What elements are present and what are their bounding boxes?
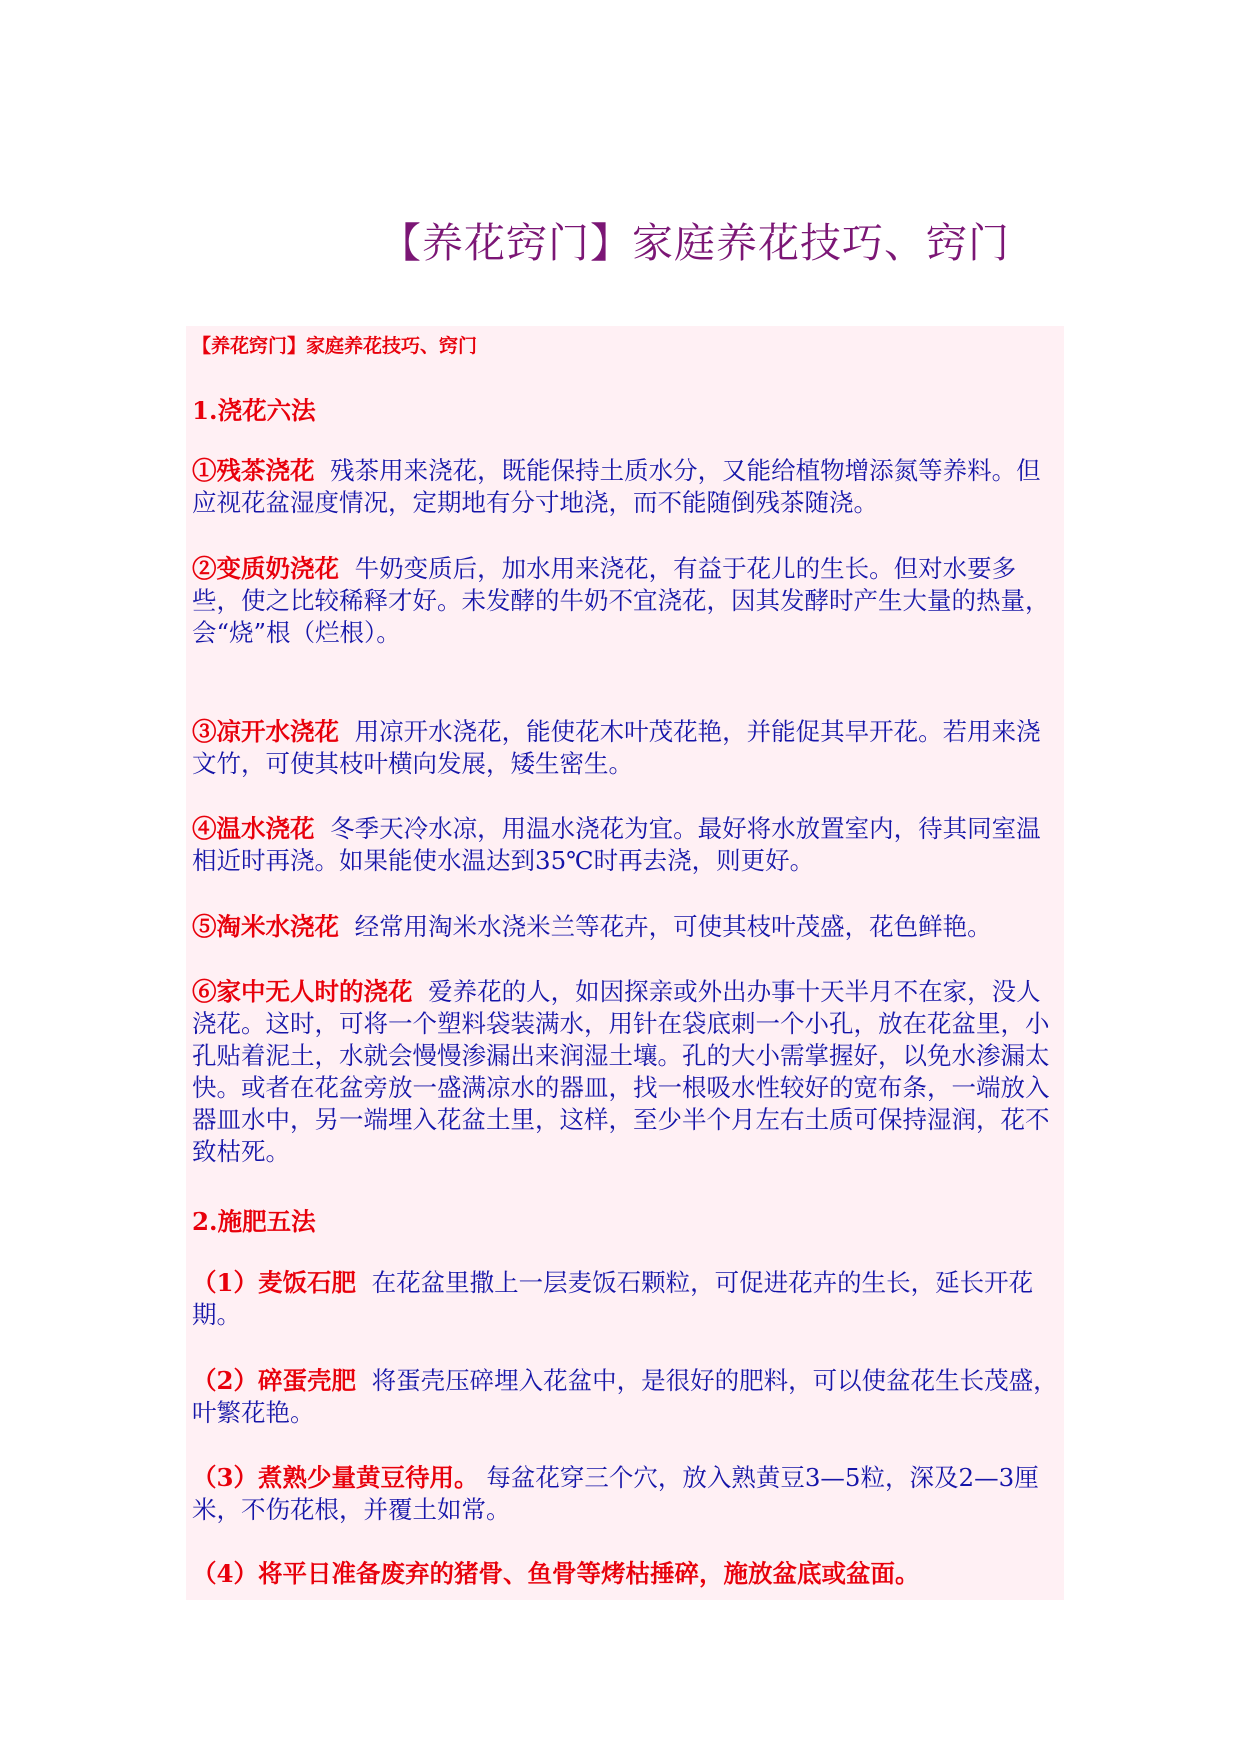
method-text: 爱养花的人，如因探亲或外出办事十天半月不在家，没人浇花。这时，可将一个塑料袋装满水，用针在袋底刺一个小孔，放在花盆里，小孔贴着泥土，水就会慢慢渗漏出来润湿土壤。孔的大小需掌握好，以免水渗漏太快。或者在花盆旁放一盛满凉水的器皿，找一根吸水性较好的宽布条，一端放入器皿水中，另一端埋入花盆土里，这样，至少半个月左右土质可保持湿润，花不致枯死。 [192, 977, 1050, 1166]
section-heading-fertilizing: 2.施肥五法 [192, 1207, 316, 1236]
fertilizing-method-2 [192, 1365, 1060, 1429]
method-text: 将蛋壳压碎埋入花盆中，是很好的肥料，可以使盆花生长茂盛，叶繁花艳。 [192, 1366, 1058, 1427]
method-label: ①残茶浇花 [192, 456, 315, 485]
method-text: 在花盆里撒上一层麦饭石颗粒，可促进花卉的生长，延长开花期。 [192, 1268, 1034, 1329]
section-heading-watering: 1.浇花六法 [192, 396, 316, 425]
method-label: ③凉开水浇花 [192, 717, 339, 746]
watering-method-2 [192, 553, 1060, 649]
fertilizing-method-1 [192, 1267, 1060, 1331]
method-label: （3）煮熟少量黄豆待用。 [192, 1463, 479, 1492]
method-label: ④温水浇花 [192, 814, 315, 843]
document-title: 【养花窍门】家庭养花技巧、窍门 [380, 219, 1010, 267]
watering-method-5 [192, 911, 1060, 943]
method-label: （4）将平日准备废弃的猪骨、鱼骨等烤枯捶碎，施放盆底或盆面。 [192, 1559, 920, 1588]
method-label: （1）麦饭石肥 [192, 1268, 357, 1297]
method-label: ⑤淘米水浇花 [192, 912, 339, 941]
watering-method-6 [192, 976, 1060, 1168]
fertilizing-method-4 [192, 1558, 1060, 1590]
method-label: （2）碎蛋壳肥 [192, 1366, 357, 1395]
method-text: 每盆花穿三个穴，放入熟黄豆3—5粒，深及2—3厘米，不伤花根，并覆土如常。 [192, 1463, 1039, 1524]
watering-method-4 [192, 813, 1060, 877]
method-text: 残茶用来浇花，既能保持土质水分，又能给植物增添氮等养料。但应视花盆湿度情况，定期地有分寸地浇，而不能随倒残茶随浇。 [192, 456, 1041, 517]
content-subtitle: 【养花窍门】家庭养花技巧、窍门 [192, 335, 478, 357]
watering-method-1 [192, 455, 1060, 519]
method-label: ②变质奶浇花 [192, 554, 339, 583]
method-text: 冬季天冷水凉，用温水浇花为宜。最好将水放置室内，待其同室温相近时再浇。如果能使水温达到35℃时再去浇，则更好。 [192, 814, 1041, 875]
fertilizing-method-3 [192, 1462, 1060, 1526]
method-text: 牛奶变质后，加水用来浇花，有益于花儿的生长。但对水要多些，使之比较稀释才好。未发酵的牛奶不宜浇花，因其发酵时产生大量的热量，会“烧”根（烂根）。 [192, 554, 1050, 647]
method-label: ⑥家中无人时的浇花 [192, 977, 413, 1006]
method-text: 经常用淘米水浇米兰等花卉，可使其枝叶茂盛，花色鲜艳。 [354, 912, 992, 941]
watering-method-3 [192, 716, 1060, 780]
method-text: 用凉开水浇花，能使花木叶茂花艳，并能促其早开花。若用来浇文竹，可使其枝叶横向发展，矮生密生。 [192, 717, 1041, 778]
